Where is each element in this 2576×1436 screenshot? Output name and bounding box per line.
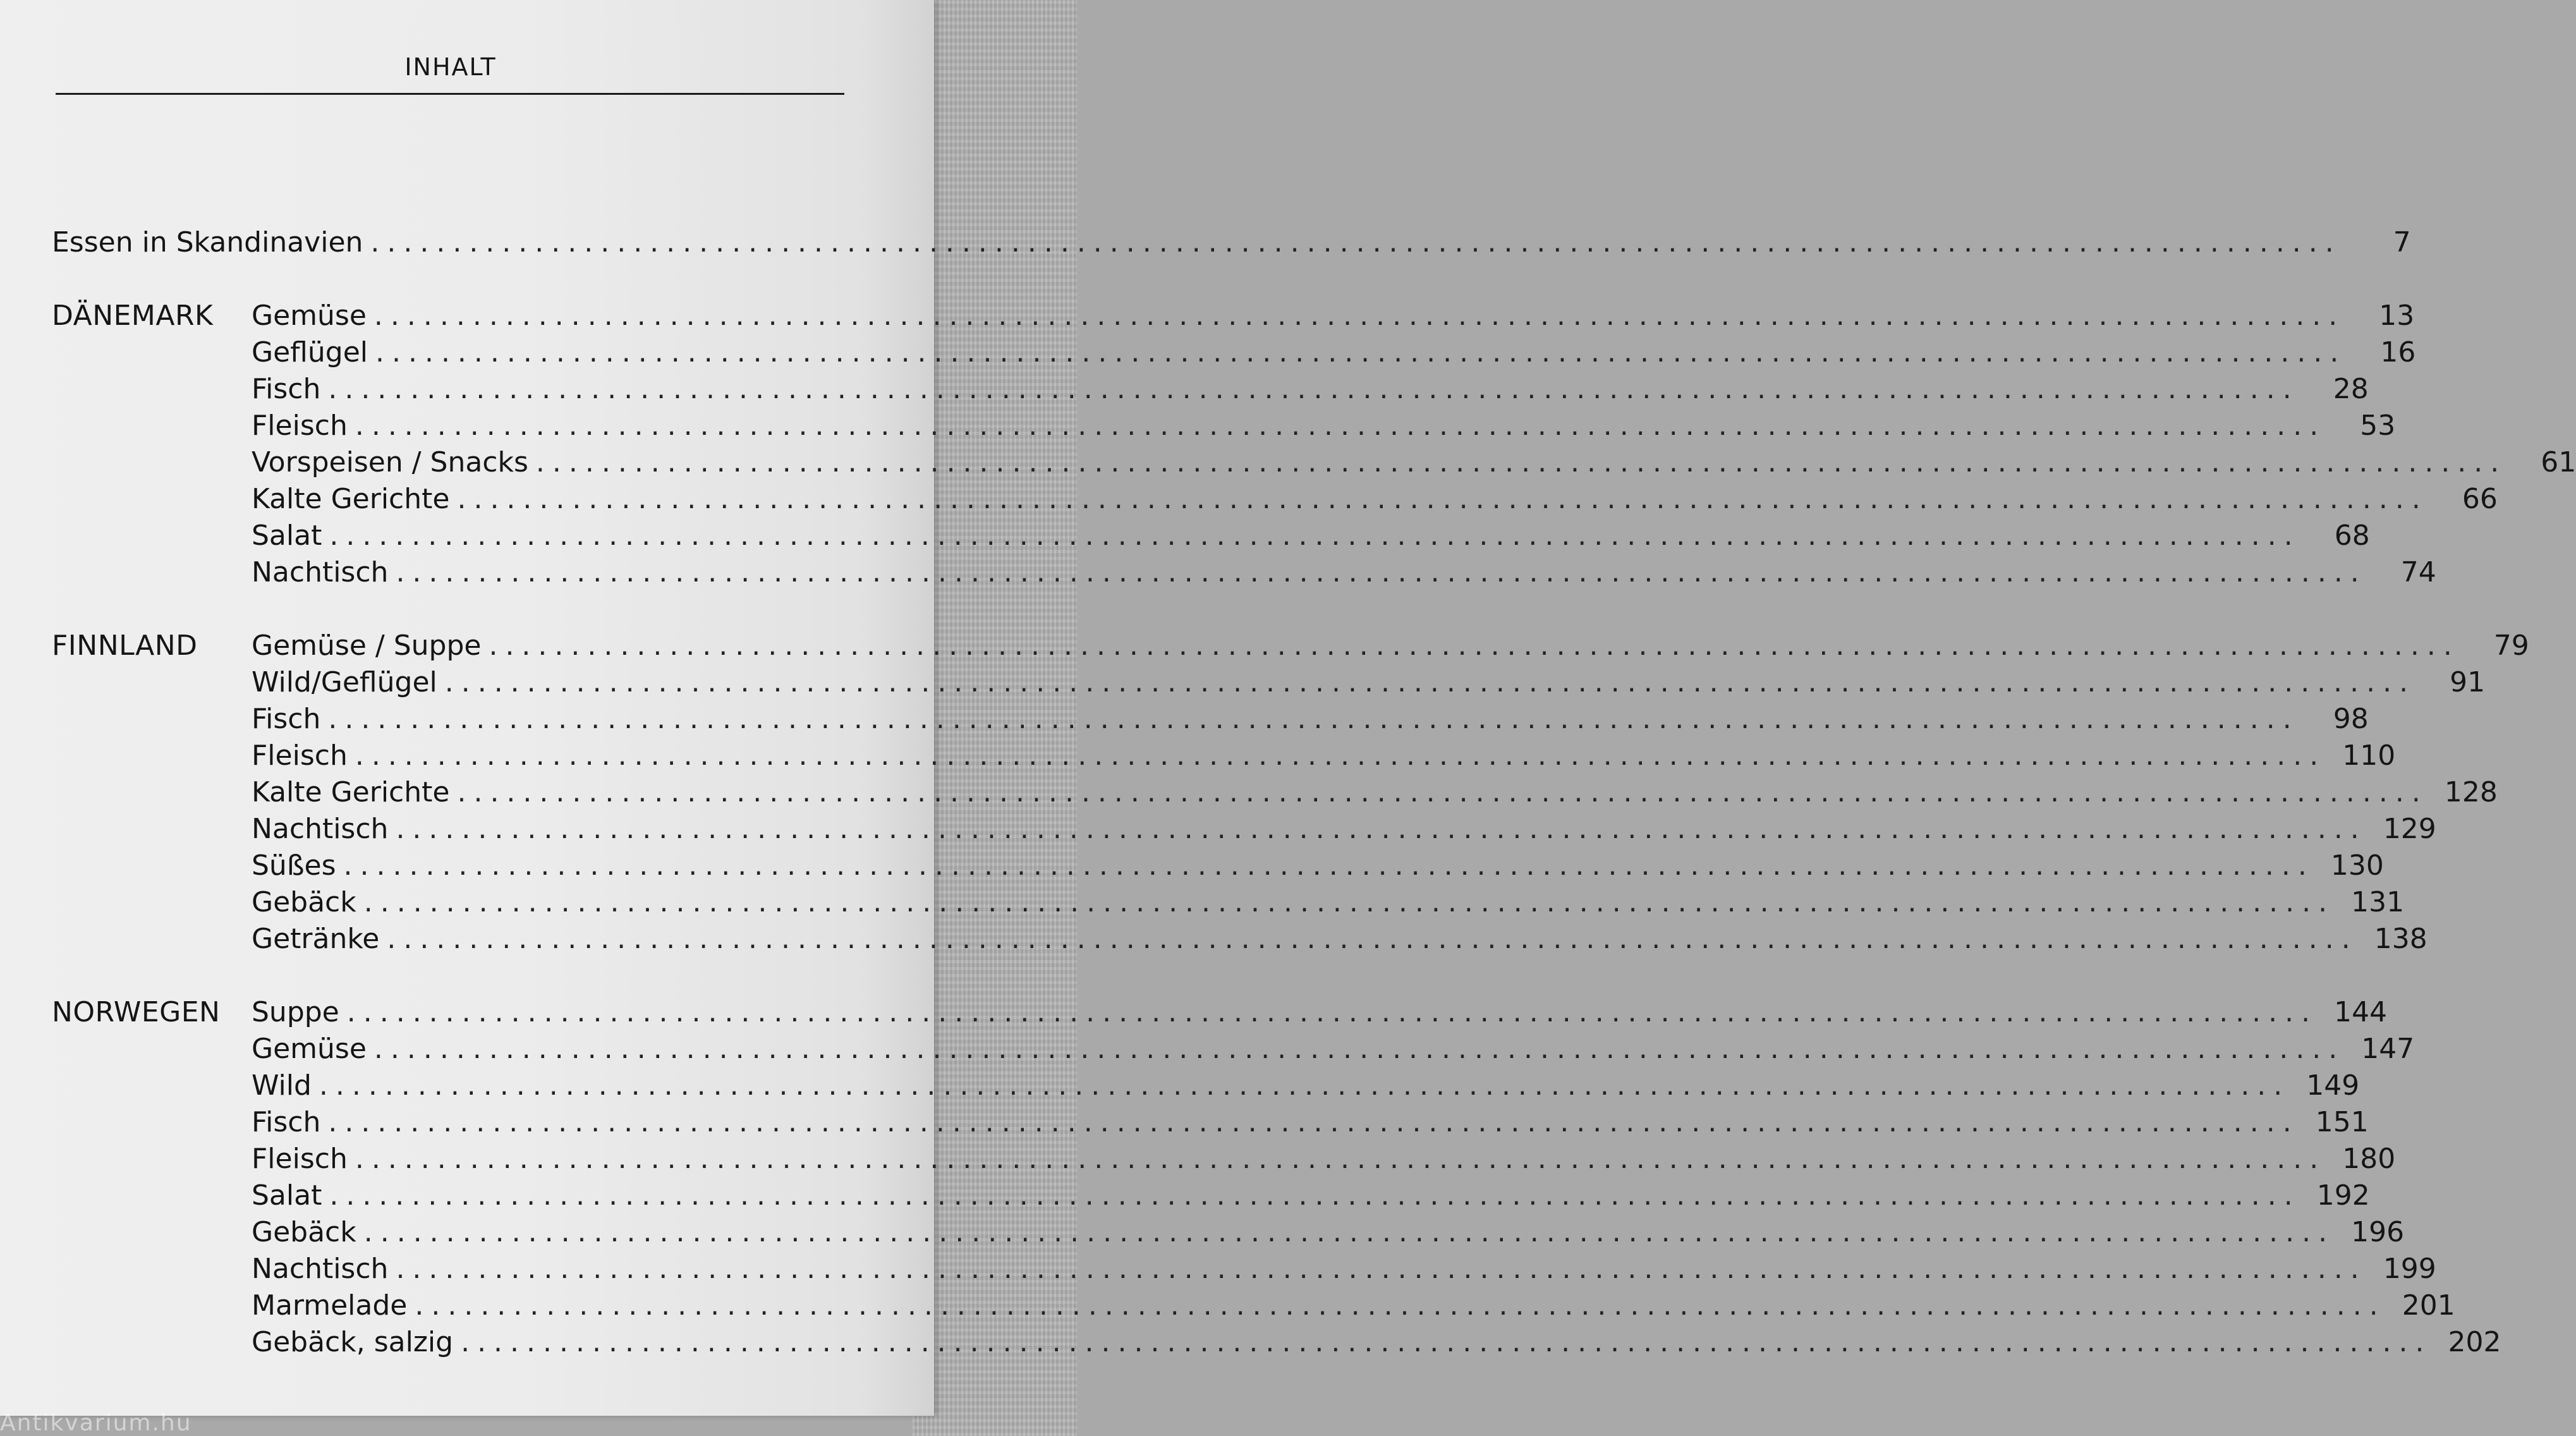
- toc-entry-page: 144: [2334, 996, 2388, 1028]
- dot-leader: ........................................................................................................................: [363, 886, 2335, 918]
- toc-entry-page: 201: [2402, 1289, 2455, 1322]
- toc-entry: [252, 371, 2369, 408]
- toc-row: [52, 921, 2427, 958]
- toc-row: [52, 1104, 2369, 1141]
- toc-entry: [252, 1104, 2369, 1141]
- toc-entry-title: Wild: [252, 1069, 312, 1102]
- toc-entry: [252, 848, 2384, 884]
- toc-entry-page: 16: [2380, 336, 2416, 368]
- toc-row: [52, 371, 2369, 408]
- toc-row: [52, 664, 2486, 701]
- toc-entry-title: Gemüse: [252, 300, 367, 332]
- toc-row: [52, 481, 2498, 518]
- toc-entry-title: Kalte Gerichte: [252, 776, 450, 808]
- toc-entry: [52, 224, 2411, 261]
- toc-entry-page: 74: [2400, 556, 2436, 588]
- dot-leader: ........................................................................................................................: [343, 849, 2314, 882]
- dot-leader: ........................................................................................................................: [329, 1179, 2300, 1212]
- toc-entry-title: Gebäck: [252, 886, 356, 918]
- toc-entry-page: 192: [2316, 1179, 2370, 1212]
- dot-leader: ........................................................................................................................: [489, 630, 2460, 662]
- toc-row: [52, 1251, 2436, 1287]
- toc-row: [52, 738, 2396, 774]
- toc-entry-title: Nachtisch: [252, 813, 389, 845]
- dot-leader: ........................................................................................................................: [346, 996, 2318, 1028]
- toc-entry-page: 202: [2448, 1326, 2501, 1358]
- toc-entry: [252, 738, 2396, 774]
- toc-entry-title: Wild/Geflügel: [252, 666, 437, 698]
- toc-entry-page: 28: [2333, 373, 2369, 405]
- toc-entry-page: 196: [2351, 1216, 2405, 1248]
- toc-entry-title: Essen in Skandinavien: [52, 226, 363, 259]
- dot-leader: ........................................................................................................................: [444, 666, 2416, 698]
- dot-leader: ........................................................................................................................: [415, 1289, 2386, 1322]
- dot-leader: ........................................................................................................................: [396, 1253, 2367, 1285]
- section-gap: [52, 958, 846, 994]
- toc-entry-title: Salat: [252, 520, 322, 552]
- toc-entry-title: Gemüse: [252, 1033, 367, 1065]
- toc-row: [52, 1031, 2415, 1068]
- toc-entry-page: 138: [2374, 923, 2427, 955]
- dot-leader: ........................................................................................................................: [355, 739, 2326, 772]
- toc-entry-title: Geflügel: [252, 336, 368, 368]
- toc-entry-page: 79: [2493, 630, 2529, 662]
- toc-entry-title: Gebäck: [252, 1216, 356, 1248]
- dot-leader: ........................................................................................................................: [396, 556, 2367, 588]
- toc-row: [52, 774, 2498, 811]
- dot-leader: ........................................................................................................................: [461, 1326, 2432, 1358]
- toc-entry-page: 180: [2342, 1143, 2396, 1175]
- toc-entry-page: 61: [2541, 446, 2576, 478]
- toc-entry-page: 68: [2334, 520, 2370, 552]
- toc-entry: [252, 1287, 2455, 1324]
- watermark: Antikvarium.hu: [0, 1410, 192, 1436]
- toc-row: [52, 554, 2436, 591]
- toc-row: [52, 628, 2529, 664]
- toc-row: [52, 994, 2388, 1031]
- page-header-title: INHALT: [404, 53, 497, 81]
- toc-entry: [252, 1177, 2370, 1214]
- toc-entry-page: 66: [2462, 483, 2498, 515]
- toc-row: [52, 1324, 2501, 1361]
- dot-leader: ........................................................................................................................: [374, 300, 2345, 332]
- dot-leader: ........................................................................................................................: [329, 520, 2300, 552]
- toc-entry-title: Fleisch: [252, 410, 348, 442]
- toc-row: [52, 1141, 2396, 1177]
- toc-entry-title: Marmelade: [252, 1289, 408, 1322]
- toc-entry-title: Nachtisch: [252, 1253, 389, 1285]
- toc-entry-page: 199: [2383, 1253, 2436, 1285]
- toc-entry-page: 131: [2351, 886, 2405, 918]
- toc-entry-page: 151: [2315, 1106, 2369, 1138]
- toc-entry-title: Gemüse / Suppe: [252, 630, 482, 662]
- toc-entry: [252, 1068, 2360, 1104]
- toc-entry: [252, 334, 2416, 371]
- toc-row: [52, 811, 2436, 848]
- toc-row: [52, 1214, 2405, 1251]
- toc-row: [52, 298, 2415, 334]
- country-heading: FINNLAND: [52, 630, 198, 662]
- toc-entry: [252, 811, 2436, 848]
- toc-entry-page: 149: [2306, 1069, 2360, 1102]
- dot-leader: ........................................................................................................................: [355, 1143, 2326, 1175]
- toc-entry: [252, 1251, 2436, 1287]
- dot-leader: ........................................................................................................................: [375, 336, 2347, 368]
- toc-row: [52, 701, 2369, 738]
- toc-entry: [252, 444, 2576, 481]
- toc-entry-page: 98: [2333, 703, 2369, 735]
- header-rule: [56, 93, 844, 95]
- toc-entry: [252, 481, 2498, 518]
- toc-entry-title: Vorspeisen / Snacks: [252, 446, 528, 478]
- toc-entry: [252, 628, 2529, 664]
- toc-entry: [252, 1324, 2501, 1361]
- toc-entry: [252, 298, 2415, 334]
- toc-entry: [252, 1141, 2396, 1177]
- country-heading: NORWEGEN: [52, 996, 221, 1028]
- toc-entry: [252, 1031, 2415, 1068]
- toc-entry-title: Süßes: [252, 849, 336, 882]
- toc-row: [52, 1068, 2360, 1104]
- toc-entry: [252, 518, 2370, 554]
- dot-leader: ........................................................................................................................: [355, 410, 2326, 442]
- toc-entry-page: 129: [2383, 813, 2436, 845]
- toc-entry-page: 147: [2361, 1033, 2415, 1065]
- toc-entry-page: 91: [2450, 666, 2486, 698]
- toc-entry-title: Suppe: [252, 996, 339, 1028]
- toc-entry-title: Kalte Gerichte: [252, 483, 450, 515]
- toc-entry: [252, 884, 2405, 921]
- toc-row: [52, 884, 2405, 921]
- section-gap: [52, 591, 846, 628]
- dot-leader: ........................................................................................................................: [535, 446, 2507, 478]
- toc-sections: [52, 261, 2576, 1361]
- dot-leader: ........................................................................................................................: [328, 703, 2299, 735]
- toc-row: [52, 334, 2416, 371]
- toc-entry-title: Gebäck, salzig: [252, 1326, 454, 1358]
- toc-row: [52, 1287, 2455, 1324]
- toc-entry-title: Getränke: [252, 923, 380, 955]
- toc-entry-page: 110: [2342, 739, 2396, 772]
- dot-leader: ........................................................................................................................: [374, 1033, 2345, 1065]
- toc-row: [52, 408, 2396, 444]
- toc-intro-row: [52, 224, 2411, 261]
- dot-leader: ........................................................................................................................: [396, 813, 2367, 845]
- toc-entry-title: Fleisch: [252, 1143, 348, 1175]
- toc-entry: [252, 408, 2396, 444]
- toc-entry: [252, 701, 2369, 738]
- country-heading: DÄNEMARK: [52, 300, 214, 332]
- toc-entry: [252, 1214, 2405, 1251]
- toc-entry: [252, 921, 2427, 958]
- toc-entry-title: Fisch: [252, 373, 321, 405]
- dot-leader: ........................................................................................................................: [387, 923, 2358, 955]
- table-of-contents: [52, 224, 2576, 1361]
- dot-leader: ........................................................................................................................: [328, 373, 2299, 405]
- toc-entry: [252, 554, 2436, 591]
- dot-leader: ........................................................................................................................: [457, 776, 2428, 808]
- dot-leader: ........................................................................................................................: [370, 226, 2342, 259]
- dot-leader: ........................................................................................................................: [363, 1216, 2335, 1248]
- toc-entry-title: Salat: [252, 1179, 322, 1212]
- toc-entry-title: Fleisch: [252, 739, 348, 772]
- dot-leader: ........................................................................................................................: [328, 1106, 2299, 1138]
- toc-entry-page: 130: [2330, 849, 2384, 882]
- toc-entry-page: 7: [2393, 226, 2411, 259]
- toc-row: [52, 518, 2370, 554]
- toc-row: [52, 848, 2384, 884]
- toc-entry-page: 13: [2379, 300, 2415, 332]
- toc-row: [52, 444, 2576, 481]
- dot-leader: ........................................................................................................................: [457, 483, 2428, 515]
- section-gap: [52, 261, 846, 298]
- toc-row: [52, 1177, 2370, 1214]
- toc-entry-title: Nachtisch: [252, 556, 389, 588]
- toc-entry-title: Fisch: [252, 1106, 321, 1138]
- toc-entry: [252, 664, 2486, 701]
- toc-entry-title: Fisch: [252, 703, 321, 735]
- toc-entry: [252, 774, 2498, 811]
- toc-entry-page: 53: [2360, 410, 2396, 442]
- toc-entry-page: 128: [2444, 776, 2498, 808]
- dot-leader: ........................................................................................................................: [319, 1069, 2290, 1102]
- toc-entry: [252, 994, 2388, 1031]
